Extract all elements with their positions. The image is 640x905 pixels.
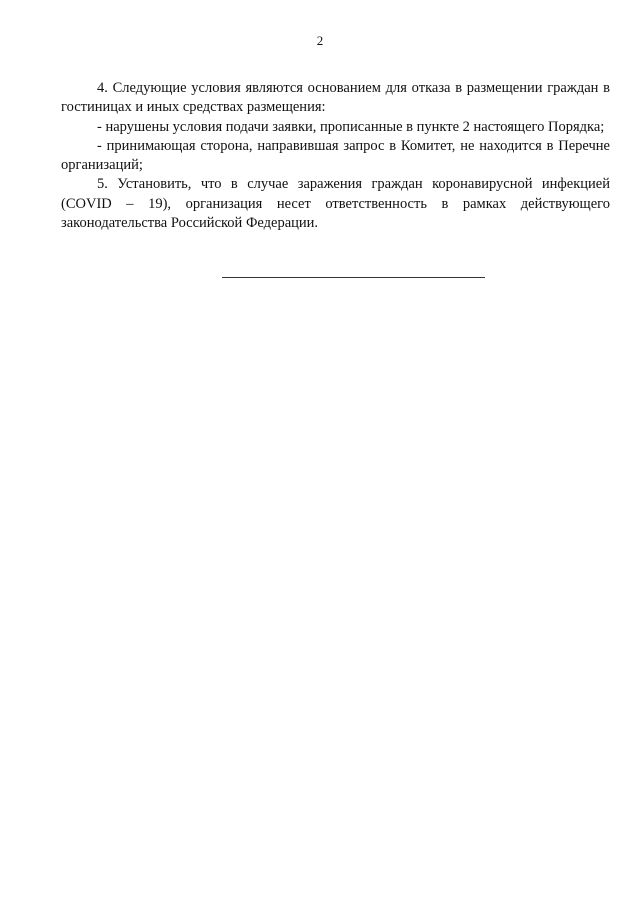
- page-number: 2: [316, 33, 324, 48]
- paragraph-refusal-conditions: 4. Следующие условия являются основанием для отказа в размещении граждан в гостиницах и иных средствах размещения:: [61, 80, 610, 116]
- end-divider: [222, 277, 485, 278]
- paragraph-condition-host: - принимающая сторона, направившая запрос в Комитет, не находится в Перечне организаций;: [61, 137, 610, 174]
- paragraph-condition-application: - нарушены условия подачи заявки, прописанные в пункте 2 настоящего Порядка;: [97, 118, 605, 135]
- document-body: [61, 79, 610, 233]
- paragraph-responsibility: 5. Установить, что в случае заражения граждан коронавирусной инфекцией (COVID – 19), организация несет ответственность в рамках действующего законодательства Российской Федерации.: [61, 176, 610, 232]
